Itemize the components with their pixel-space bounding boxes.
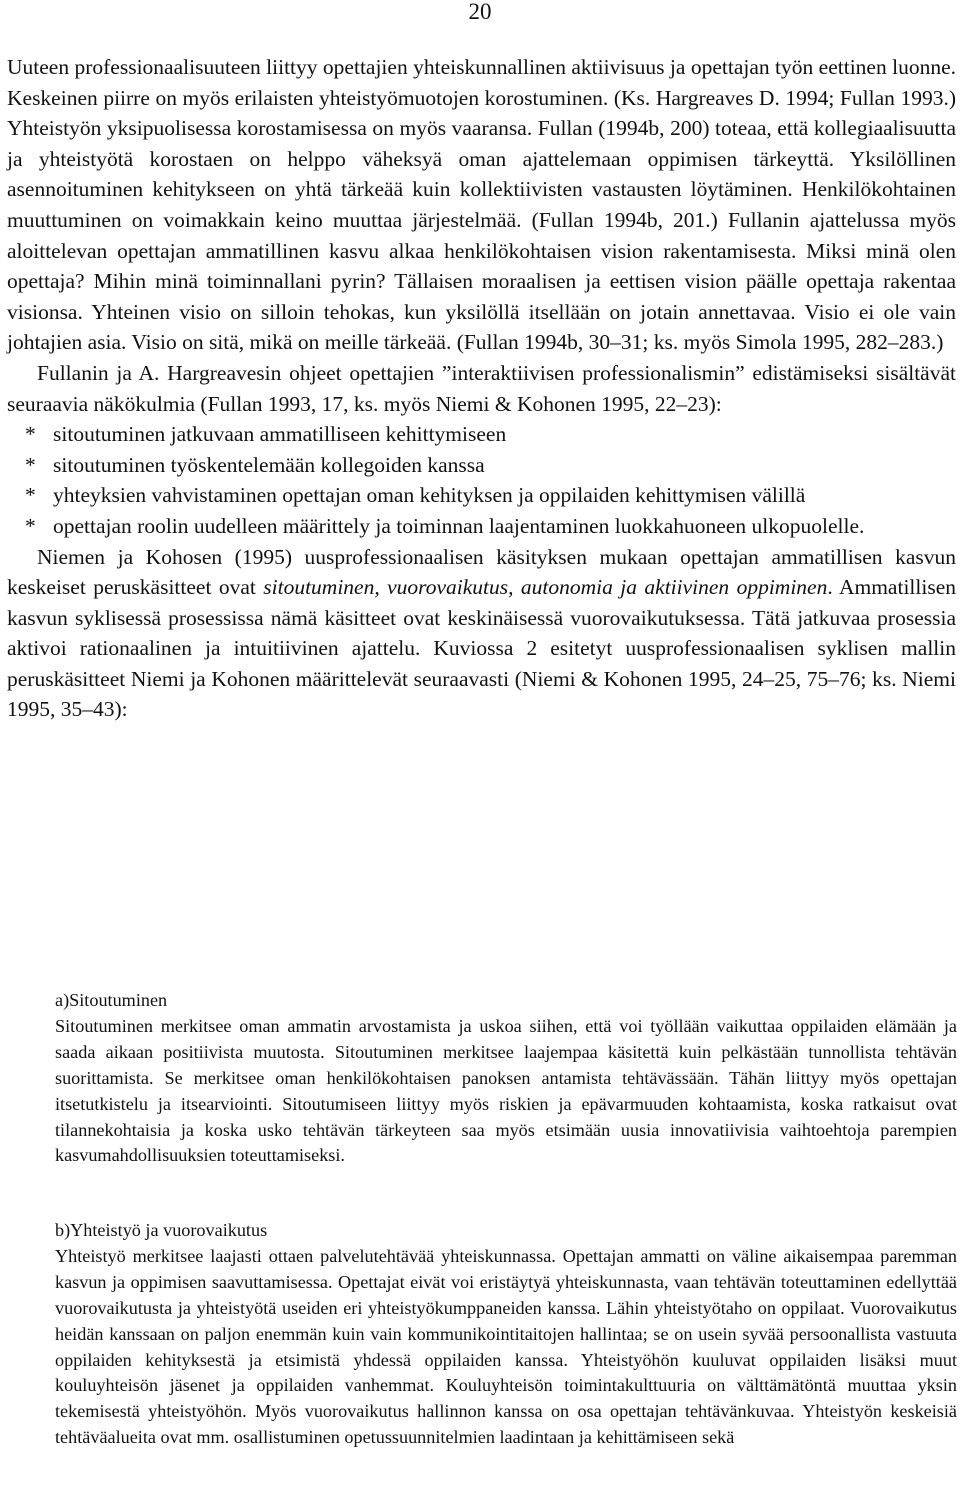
definition-cooperation xyxy=(55,1218,957,1451)
bullet-marker: * xyxy=(25,513,36,538)
definition-text: Sitoutuminen merkitsee oman ammatin arvostamista ja uskoa siihen, että voi työllään vaikuttaa oppilaiden elämään ja saada aikaan positiivista muutosta. Sitoutuminen merkitsee laajempaa käsitettä kuin pelkästään tunnollista tehtävän suorittamista. Se merkitsee oman henkilökohtaisen panoksen antamista tehtävässään. Tähän liittyy myös opettajan itsetutkistelu ja itsearviointi. Sitoutumiseen liittyy myös riskien ja epävarmuuden kohtaamista, koska ratkaisut ovat tilannekohtaisia ja koska usko tehtävän tärkeyteen saa myös etsimään uusia innovatiivisia vaihtoehtoja parempien kasvumahdollisuuksien toteuttamiseksi. xyxy=(55,1015,957,1166)
paragraph-3-end: . Ammatillisen kasvun syklisessä prosessissa nämä käsitteet ovat keskinäisessä vuorovaikutuksessa. Tätä jatkuvaa prosessia aktivoi rationaalinen ja intuitiivinen ajattelu. Kuviossa 2 esitetyt uusprofessionaalisen syklisen mallin peruskäsitteet Niemi ja Kohonen määrittelevät seuraavasti (Niemi & Kohonen 1995, 24–25, 75–76; ks. Niemi 1995, 35–43): xyxy=(7,575,956,722)
bullet-list xyxy=(7,419,956,541)
paragraph-3 xyxy=(7,542,956,726)
paragraph-1: Uuteen professionaalisuuteen liittyy opettajien yhteiskunnallinen aktiivisuus ja opettajan työn eettinen luonne. Keskeinen piirre on myös erilaisten yhteistyömuotojen korostuminen. (Ks. Hargreaves D. 1994; Fullan 1993.) Yhteistyön yksipuolisessa korostamisessa on myös vaaransa. Fullan (1994b, 200) toteaa, että kollegiaalisuutta ja yhteistyötä korostaen on helppo väheksyä oman ajattelemaan oppimisen tärkeyttä. Yksilöllinen asennoituminen kehitykseen on yhtä tärkeää kuin kollektiivisten vastausten löytäminen. Henkilökohtainen muuttuminen on voimakkain keino muuttaa järjestelmää. (Fullan 1994b, 201.) Fullanin ajattelussa myös aloittelevan opettajan ammatillinen kasvu alkaa henkilökohtaisen vision rakentamisesta. Miksi minä olen opettaja? Mihin minä toiminnallani pyrin? Tällaisen moraalisen ja eettisen vision päälle opettaja rakentaa visionsa. Yhteinen visio on silloin tehokas, kun yksilöllä itsellään on jotain annettavaa. Visio ei ole vain johtajien asia. Visio on sitä, mikä on meille tärkeää. (Fullan 1994b, 30–31; ks. myös Simola 1995, 282–283.) xyxy=(7,55,956,355)
list-item-text: sitoutuminen työskentelemään kollegoiden kanssa xyxy=(53,452,485,477)
definition-commitment xyxy=(55,988,957,1169)
bullet-marker: * xyxy=(25,422,36,447)
paragraph-2: Fullanin ja A. Hargreavesin ohjeet opettajien ”interaktiivisen professionalismin” edistämiseksi sisältävät seuraavia näkökulmia (Fullan 1993, 17, ks. myös Niemi & Kohonen 1995, 22–23): xyxy=(7,360,956,416)
list-item xyxy=(7,419,956,450)
bullet-marker: * xyxy=(25,452,36,477)
list-item-text: opettajan roolin uudelleen määrittely ja toiminnan laajentaminen luokkahuoneen ulkopuolelle. xyxy=(53,513,865,538)
key-concepts: sitoutuminen, vuorovaikutus, autonomia ja aktiivinen oppiminen xyxy=(263,575,828,600)
list-item xyxy=(7,480,956,511)
list-item-text: yhteyksien vahvistaminen opettajan oman kehityksen ja oppilaiden kehittymisen välillä xyxy=(53,483,806,508)
definition-heading: a)Sitoutuminen xyxy=(55,990,168,1010)
page-number: 20 xyxy=(468,0,492,24)
bullet-marker: * xyxy=(25,483,36,508)
definition-heading: b)Yhteistyö ja vuorovaikutus xyxy=(55,1220,268,1240)
definition-text: Yhteistyö merkitsee laajasti ottaen palvelutehtävää yhteiskunnassa. Opettajan ammatti on väline aikaisempaa paremman kasvun ja oppimisen saavuttamisessa. Opettajat eivät voi eristäytyä yhteiskunnasta, vaan tehtävän toteuttaminen edellyttää vuorovaikutusta ja yhteistyötä useiden eri yhteistyökumppaneiden kanssa. Lähin yhteistyötaho on oppilaat. Vuorovaikutus heidän kanssaan on paljon enemmän kuin vain kommunikointitaitojen hallintaa; se on usein syvää persoonallista vastuuta oppilaiden kehityksestä ja etsimistä yhdessä oppilaiden kanssa. Yhteistyöhön kuuluvat oppilaiden lisäksi muut kouluyhteisön jäsenet ja oppilaiden vanhemmat. Kouluyhteisön toimintakulttuuria on välttämätöntä muuttaa yksin tekemisestä yhteistyöhön. Myös vuorovaikutus hallinnon kanssa on osa opettajan tehtävänkuvaa. Yhteistyön keskeisiä tehtäväalueita ovat mm. osallistuminen opetussuunnitelmien laadintaan ja kehittämiseen sekä xyxy=(55,1245,957,1448)
main-text xyxy=(7,52,956,725)
list-item-text: sitoutuminen jatkuvaan ammatilliseen kehittymiseen xyxy=(53,422,507,447)
paragraph-3-start: Niemen ja Kohosen (1995) uusprofessionaalisen käsityksen mukaan opettajan ammatillisen kasvun keskeiset peruskäsitteet ovat xyxy=(7,544,956,600)
list-item xyxy=(7,450,956,481)
list-item xyxy=(7,511,956,542)
